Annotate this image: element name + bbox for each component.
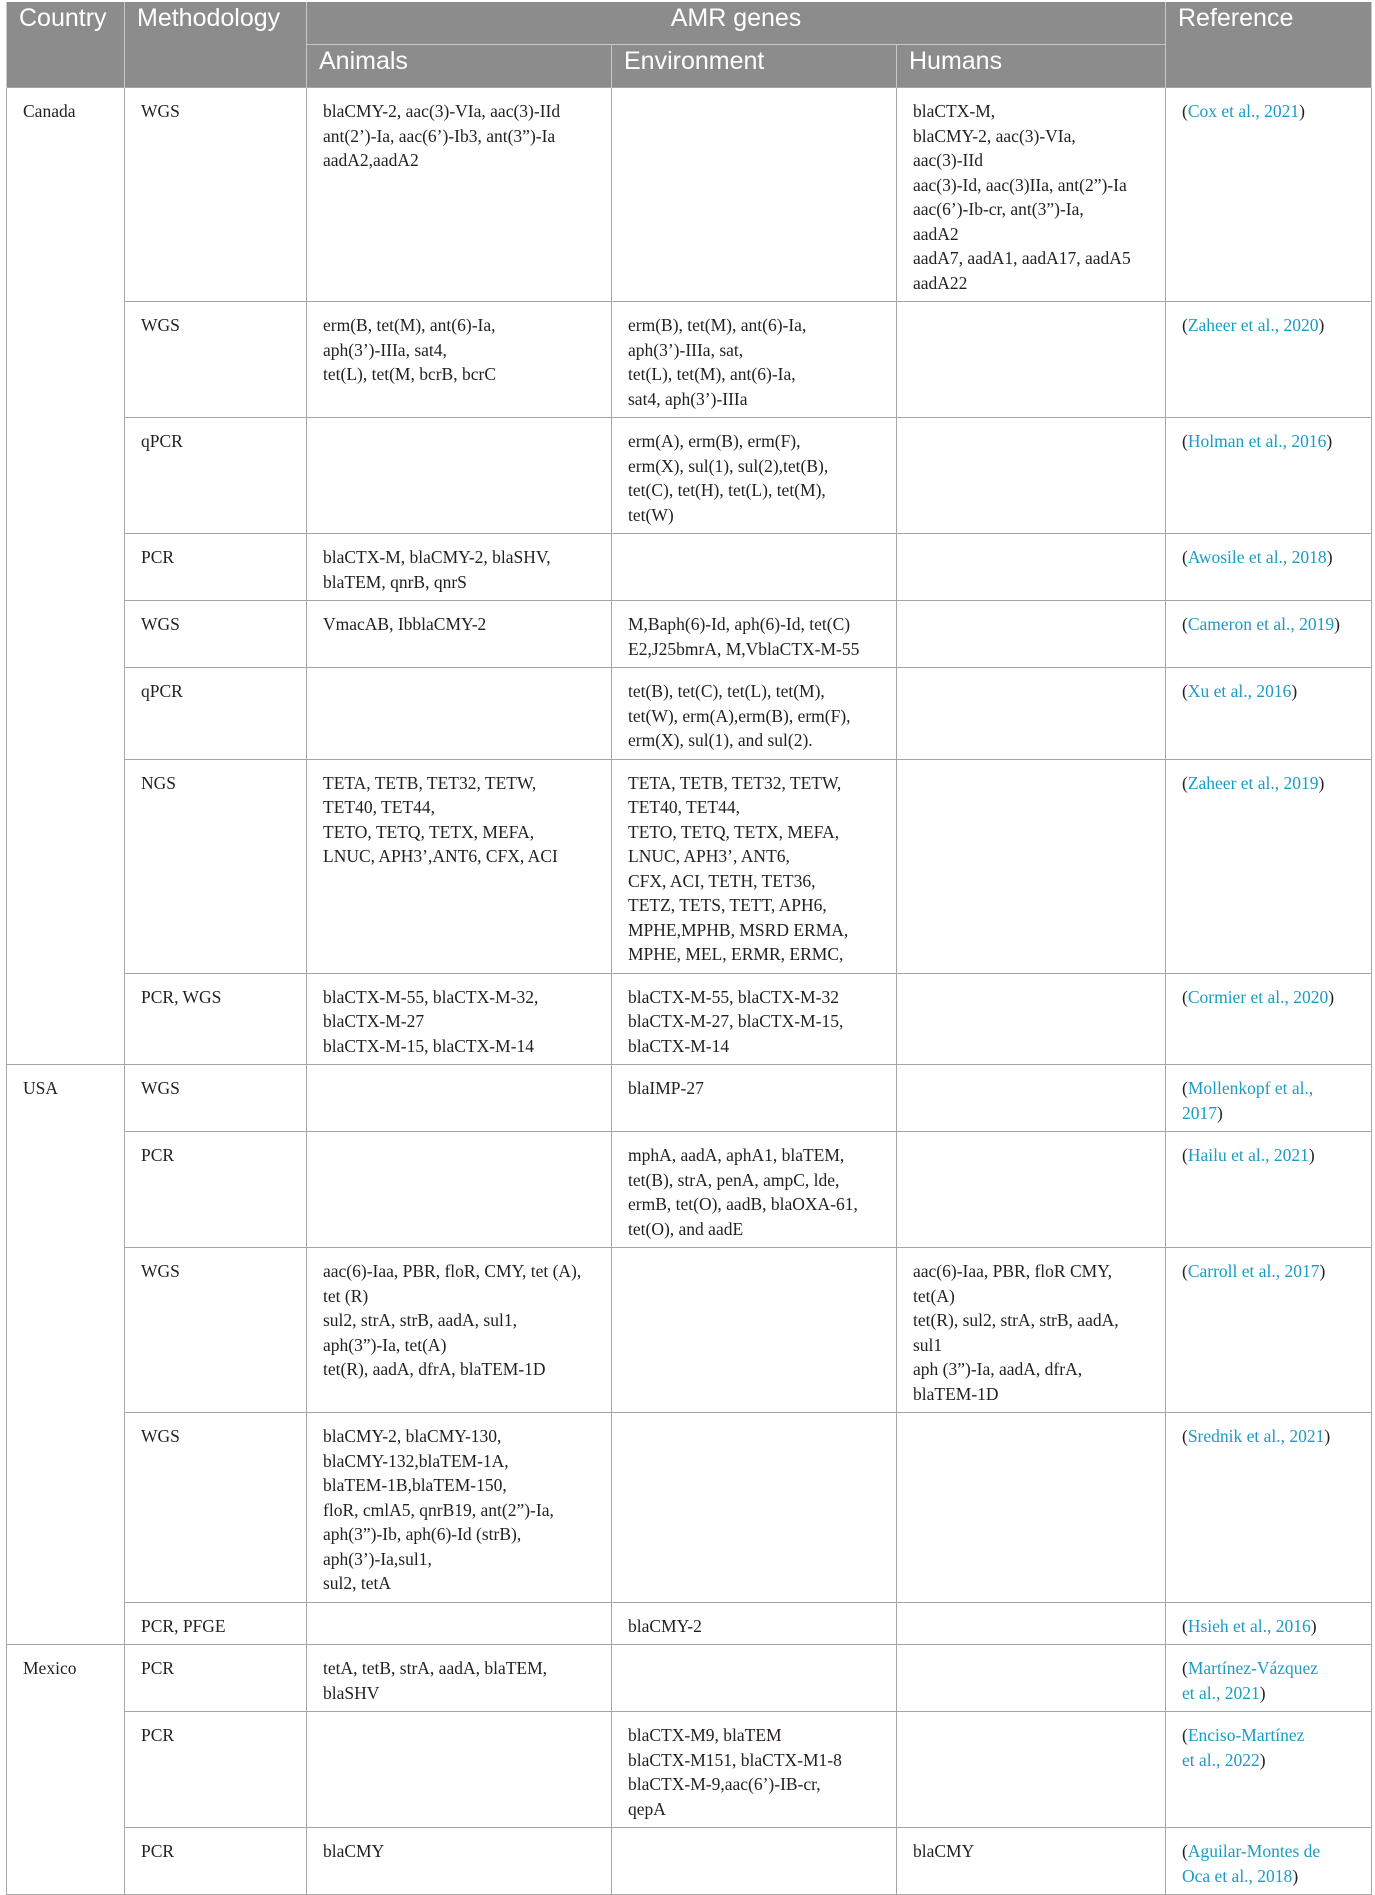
reference-cell <box>1166 1413 1372 1603</box>
humans-genes-cell <box>897 1712 1166 1828</box>
humans-genes-cell <box>897 1645 1166 1712</box>
animals-genes-cell <box>307 418 612 534</box>
methodology-cell: WGS <box>125 601 307 668</box>
table-body <box>7 88 1372 1895</box>
citation-link[interactable]: Carroll et al., 2017 <box>1187 1261 1320 1281</box>
animals-genes-cell <box>307 668 612 760</box>
table-row <box>7 973 1372 1065</box>
reference-cell <box>1166 1065 1372 1132</box>
citation-link[interactable]: Cameron et al., 2019 <box>1187 614 1335 634</box>
environment-genes-cell: mphA, aadA, aphA1, blaTEM, tet(B), strA, penA, ampC, lde, ermB, tet(O), aadB, blaOXA-61, tet(O), and aadE <box>612 1132 897 1248</box>
environment-genes-cell <box>612 1248 897 1413</box>
humans-genes-cell <box>897 418 1166 534</box>
reference-cell <box>1166 759 1372 973</box>
table-row <box>7 1828 1372 1895</box>
header-methodology: Methodology <box>125 2 307 88</box>
environment-genes-cell: blaCMY-2 <box>612 1602 897 1645</box>
humans-genes-cell <box>897 1132 1166 1248</box>
methodology-cell: WGS <box>125 302 307 418</box>
animals-genes-cell: blaCTX-M, blaCMY-2, blaSHV, blaTEM, qnrB, qnrS <box>307 534 612 601</box>
methodology-cell: PCR <box>125 1712 307 1828</box>
methodology-cell: NGS <box>125 759 307 973</box>
methodology-cell: PCR <box>125 1828 307 1895</box>
methodology-cell: PCR, PFGE <box>125 1602 307 1645</box>
ref-open-paren: ( <box>1182 772 1188 793</box>
citation-link[interactable]: Enciso-Martínez et al., 2022 <box>1182 1725 1305 1770</box>
citation-link[interactable]: Aguilar-Montes de Oca et al., 2018 <box>1182 1841 1321 1886</box>
citation-link[interactable]: Hsieh et al., 2016 <box>1187 1615 1311 1636</box>
humans-genes-cell <box>897 1413 1166 1603</box>
table-row <box>7 1645 1372 1712</box>
header-animals: Animals <box>307 45 612 88</box>
ref-close-paren: ) <box>1259 1682 1266 1703</box>
table-row <box>7 534 1372 601</box>
animals-genes-cell <box>307 1065 612 1132</box>
table-row <box>7 759 1372 973</box>
reference-cell <box>1166 418 1372 534</box>
animals-genes-cell: erm(B, tet(M), ant(6)-Ia, aph(3’)-IIIa, sat4, tet(L), tet(M, bcrB, bcrC <box>307 302 612 418</box>
environment-genes-cell: tet(B), tet(C), tet(L), tet(M), tet(W), erm(A),erm(B), erm(F), erm(X), sul(1), and sul(2). <box>612 668 897 760</box>
reference-cell <box>1166 1828 1372 1895</box>
table-row <box>7 1248 1372 1413</box>
animals-genes-cell <box>307 1712 612 1828</box>
table-row <box>7 668 1372 760</box>
ref-open-paren: ( <box>1182 986 1188 1007</box>
methodology-cell: qPCR <box>125 418 307 534</box>
animals-genes-cell: blaCTX-M-55, blaCTX-M-32, blaCTX-M-27 blaCTX-M-15, blaCTX-M-14 <box>307 973 612 1065</box>
header-reference: Reference <box>1166 2 1372 88</box>
ref-open-paren: ( <box>1182 614 1188 634</box>
ref-open-paren: ( <box>1182 1426 1188 1446</box>
table-header <box>7 2 1372 88</box>
ref-close-paren: ) <box>1292 1865 1299 1886</box>
humans-genes-cell <box>897 302 1166 418</box>
animals-genes-cell: tetA, tetB, strA, aadA, blaTEM, blaSHV <box>307 1645 612 1712</box>
reference-cell <box>1166 1248 1372 1413</box>
reference-cell <box>1166 302 1372 418</box>
table-row <box>7 1065 1372 1132</box>
animals-genes-cell: blaCMY <box>307 1828 612 1895</box>
reference-cell <box>1166 534 1372 601</box>
ref-open-paren: ( <box>1182 431 1188 451</box>
header-amr-genes: AMR genes <box>307 2 1166 45</box>
environment-genes-cell <box>612 534 897 601</box>
reference-cell <box>1166 973 1372 1065</box>
citation-link[interactable]: Holman et al., 2016 <box>1187 431 1327 451</box>
citation-link[interactable]: Hailu et al., 2021 <box>1187 1145 1309 1165</box>
ref-close-paren: ) <box>1326 547 1333 567</box>
environment-genes-cell: blaIMP-27 <box>612 1065 897 1132</box>
reference-cell <box>1166 1132 1372 1248</box>
citation-link[interactable]: Xu et al., 2016 <box>1187 681 1292 701</box>
country-cell: Mexico <box>7 1645 125 1895</box>
humans-genes-cell: aac(6)-Iaa, PBR, floR CMY, tet(A) tet(R), sul2, strA, strB, aadA, sul1 aph (3”)-Ia, aadA, dfrA, blaTEM-1D <box>897 1248 1166 1413</box>
humans-genes-cell: blaCTX-M, blaCMY-2, aac(3)-VIa, aac(3)-IId aac(3)-Id, aac(3)IIa, ant(2”)-Ia aac(6’)-Ib-cr, ant(3”)-Ia, aadA2 aadA7, aadA1, aadA17, aadA5 aadA22 <box>897 88 1166 302</box>
environment-genes-cell <box>612 1413 897 1603</box>
citation-link[interactable]: Zaheer et al., 2020 <box>1187 315 1319 335</box>
animals-genes-cell: blaCMY-2, blaCMY-130, blaCMY-132,blaTEM-1A, blaTEM-1B,blaTEM-150, floR, cmlA5, qnrB19, ant(2”)-Ia, aph(3”)-Ib, aph(6)-Id (strB), aph(3’)-Ia,sul1, sul2, tetA <box>307 1413 612 1603</box>
ref-close-paren: ) <box>1319 1261 1326 1281</box>
animals-genes-cell <box>307 1602 612 1645</box>
humans-genes-cell <box>897 973 1166 1065</box>
citation-link[interactable]: Mollenkopf et al., 2017 <box>1182 1078 1314 1123</box>
environment-genes-cell: erm(B), tet(M), ant(6)-Ia, aph(3’)-IIIa, sat, tet(L), tet(M), ant(6)-Ia, sat4, aph(3’)-IIIa <box>612 302 897 418</box>
country-cell: Canada <box>7 88 125 1065</box>
ref-open-paren: ( <box>1182 1725 1188 1745</box>
ref-open-paren: ( <box>1182 547 1188 567</box>
ref-open-paren: ( <box>1182 1658 1188 1678</box>
table-row <box>7 1602 1372 1645</box>
reference-cell <box>1166 601 1372 668</box>
table-row <box>7 601 1372 668</box>
reference-cell <box>1166 1712 1372 1828</box>
environment-genes-cell: blaCTX-M9, blaTEM blaCTX-M151, blaCTX-M1-8 blaCTX-M-9,aac(6’)-IB-cr, qepA <box>612 1712 897 1828</box>
animals-genes-cell: TETA, TETB, TET32, TETW, TET40, TET44, TETO, TETQ, TETX, MEFA, LNUC, APH3’,ANT6, CFX, ACI <box>307 759 612 973</box>
methodology-cell: PCR <box>125 534 307 601</box>
ref-close-paren: ) <box>1217 1102 1223 1123</box>
header-humans: Humans <box>897 45 1166 88</box>
reference-cell <box>1166 668 1372 760</box>
citation-link[interactable]: Zaheer et al., 2019 <box>1187 772 1319 793</box>
methodology-cell: WGS <box>125 88 307 302</box>
table-row <box>7 302 1372 418</box>
methodology-cell: WGS <box>125 1413 307 1603</box>
environment-genes-cell <box>612 1828 897 1895</box>
table-row <box>7 1413 1372 1603</box>
citation-link[interactable]: Srednik et al., 2021 <box>1187 1426 1325 1446</box>
table-row <box>7 1712 1372 1828</box>
ref-close-paren: ) <box>1324 1426 1331 1446</box>
animals-genes-cell: VmacAB, IbblaCMY-2 <box>307 601 612 668</box>
citation-link[interactable]: Martínez-Vázquez et al., 2021 <box>1182 1658 1319 1703</box>
country-cell: USA <box>7 1065 125 1645</box>
methodology-cell: PCR <box>125 1645 307 1712</box>
ref-open-paren: ( <box>1182 1078 1188 1098</box>
citation-link[interactable]: Awosile et al., 2018 <box>1187 547 1327 567</box>
environment-genes-cell: M,Baph(6)-Id, aph(6)-Id, tet(C) E2,J25bmrA, M,VblaCTX-M-55 <box>612 601 897 668</box>
ref-close-paren: ) <box>1334 614 1340 634</box>
ref-close-paren: ) <box>1328 986 1335 1007</box>
ref-close-paren: ) <box>1326 431 1333 451</box>
ref-open-paren: ( <box>1182 101 1188 121</box>
citation-link[interactable]: Cormier et al., 2020 <box>1187 986 1329 1007</box>
methodology-cell: WGS <box>125 1248 307 1413</box>
header-environment: Environment <box>612 45 897 88</box>
ref-open-paren: ( <box>1182 681 1188 701</box>
methodology-cell: qPCR <box>125 668 307 760</box>
environment-genes-cell <box>612 88 897 302</box>
ref-open-paren: ( <box>1182 1261 1188 1281</box>
humans-genes-cell <box>897 1065 1166 1132</box>
environment-genes-cell: erm(A), erm(B), erm(F), erm(X), sul(1), sul(2),tet(B), tet(C), tet(H), tet(L), tet(M), tet(W) <box>612 418 897 534</box>
humans-genes-cell <box>897 601 1166 668</box>
ref-close-paren: ) <box>1291 681 1298 701</box>
animals-genes-cell: blaCMY-2, aac(3)-VIa, aac(3)-IId ant(2’)-Ia, aac(6’)-Ib3, ant(3”)-Ia aadA2,aadA2 <box>307 88 612 302</box>
animals-genes-cell: aac(6)-Iaa, PBR, floR, CMY, tet (A), tet (R) sul2, strA, strB, aadA, sul1, aph(3”)-Ia, tet(A) tet(R), aadA, dfrA, blaTEM-1D <box>307 1248 612 1413</box>
environment-genes-cell <box>612 1645 897 1712</box>
animals-genes-cell <box>307 1132 612 1248</box>
environment-genes-cell: blaCTX-M-55, blaCTX-M-32 blaCTX-M-27, blaCTX-M-15, blaCTX-M-14 <box>612 973 897 1065</box>
reference-cell <box>1166 88 1372 302</box>
methodology-cell: WGS <box>125 1065 307 1132</box>
ref-open-paren: ( <box>1182 1615 1188 1636</box>
ref-close-paren: ) <box>1318 315 1325 335</box>
humans-genes-cell: blaCMY <box>897 1828 1166 1895</box>
reference-cell <box>1166 1602 1372 1645</box>
ref-open-paren: ( <box>1182 1841 1188 1861</box>
reference-cell <box>1166 1645 1372 1712</box>
environment-genes-cell: TETA, TETB, TET32, TETW, TET40, TET44, TETO, TETQ, TETX, MEFA, LNUC, APH3’, ANT6, CFX, ACI, TETH, TET36, TETZ, TETS, TETT, APH6, MPHE,MPHB, MSRD ERMA, MPHE, MEL, ERMR, ERMC, <box>612 759 897 973</box>
ref-close-paren: ) <box>1310 1615 1317 1636</box>
amr-genes-table <box>6 2 1372 1895</box>
humans-genes-cell <box>897 668 1166 760</box>
ref-open-paren: ( <box>1182 315 1188 335</box>
header-country: Country <box>7 2 125 88</box>
table-row <box>7 1132 1372 1248</box>
humans-genes-cell <box>897 534 1166 601</box>
methodology-cell: PCR <box>125 1132 307 1248</box>
humans-genes-cell <box>897 1602 1166 1645</box>
ref-open-paren: ( <box>1182 1145 1188 1165</box>
humans-genes-cell <box>897 759 1166 973</box>
table-row <box>7 88 1372 302</box>
ref-close-paren: ) <box>1299 101 1305 121</box>
methodology-cell: PCR, WGS <box>125 973 307 1065</box>
ref-close-paren: ) <box>1318 772 1325 793</box>
table-row <box>7 418 1372 534</box>
ref-close-paren: ) <box>1259 1749 1266 1770</box>
citation-link[interactable]: Cox et al., 2021 <box>1187 101 1300 121</box>
ref-close-paren: ) <box>1308 1145 1315 1165</box>
